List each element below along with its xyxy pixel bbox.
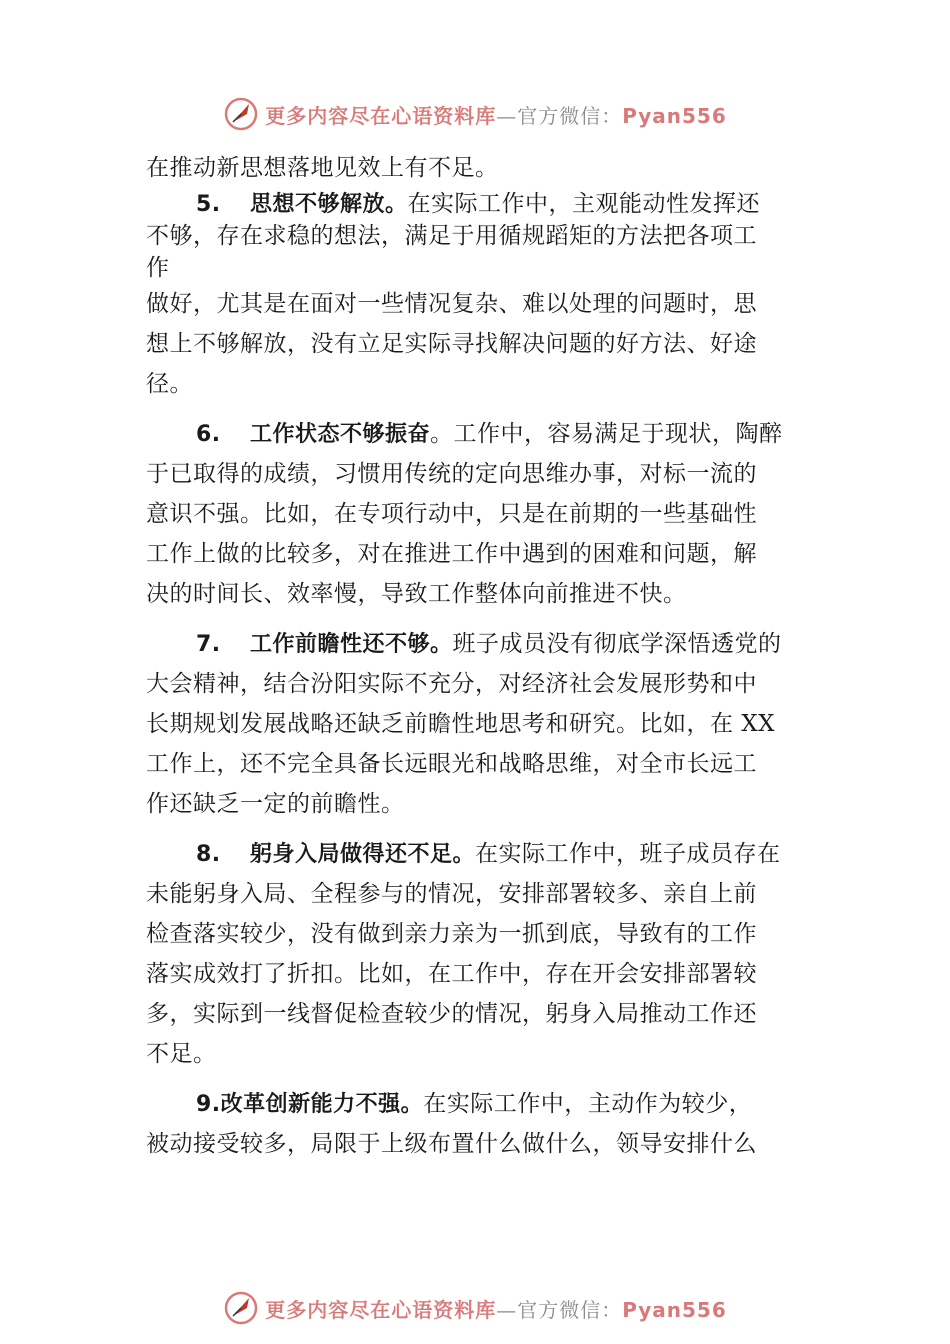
paragraph-5-heading-line	[146, 188, 846, 220]
watermark-header	[0, 92, 950, 136]
item-heading: 思想不够解放。	[250, 192, 408, 217]
watermark-wechat-id: Pyan556	[622, 103, 727, 128]
item-heading: 改革创新能力不强。	[220, 1092, 424, 1117]
paragraph-9-heading-line	[146, 1084, 846, 1124]
text-line: 工作上，还不完全具备长远眼光和战略思维，对全市长远工	[146, 751, 757, 777]
paragraph-6-heading-line	[146, 414, 846, 454]
text-line: 意识不强。比如，在专项行动中，只是在前期的一些基础性	[146, 501, 757, 527]
watermark-wechat-id: Pyan556	[622, 1297, 727, 1322]
paragraph-8-heading-line	[146, 834, 846, 874]
watermark-brand: 更多内容尽在心语资料库	[265, 1297, 497, 1322]
text-line: 于已取得的成绩，习惯用传统的定向思维办事，对标一流的	[146, 461, 757, 487]
text-line: 长期规划发展战略还缺乏前瞻性地思考和研究。比如，在 XX	[146, 711, 776, 737]
text-line: 未能躬身入局、全程参与的情况，安排部署较多、亲自上前	[146, 881, 757, 907]
watermark-text	[265, 100, 727, 129]
item-heading: 工作前瞻性还不够。	[250, 632, 453, 657]
quill-logo-icon	[223, 96, 259, 132]
document-body	[146, 148, 846, 1164]
item-number: 8.	[196, 842, 221, 867]
quill-logo-icon	[223, 1290, 259, 1326]
item-heading: 躬身入局做得还不足。	[250, 842, 476, 867]
text-line: 作还缺乏一定的前瞻性。	[146, 791, 405, 817]
text-run: 班子成员没有彻底学深悟透党的	[452, 631, 782, 657]
text-line: 决的时间长、效率慢，导致工作整体向前推进不快。	[146, 581, 687, 607]
text-line: 做好，尤其是在面对一些情况复杂、难以处理的问题时，思	[146, 291, 757, 317]
watermark-brand: 更多内容尽在心语资料库	[265, 103, 497, 128]
text-line: 径。	[146, 371, 193, 397]
text-run: 在实际工作中，班子成员存在	[475, 841, 781, 867]
item-heading: 工作状态不够振奋	[250, 422, 431, 447]
watermark-separator: —官方微信：	[496, 1297, 623, 1322]
text-line: 不足。	[146, 1041, 217, 1067]
text-line: 落实成效打了折扣。比如，在工作中，存在开会安排部署较	[146, 961, 757, 987]
text-line: 在推动新思想落地见效上有不足。	[146, 155, 499, 181]
text-run: 在实际工作中，主观能动性发挥还	[407, 191, 761, 217]
watermark-text	[265, 1294, 727, 1323]
paragraph-7-heading-line	[146, 624, 846, 664]
text-line: 作	[146, 255, 170, 281]
text-run: 在实际工作中，主动作为较少，	[423, 1091, 753, 1117]
item-number: 6.	[196, 422, 221, 447]
text-run: 。工作中，容易满足于现状，陶醉	[430, 421, 783, 447]
item-number: 9.	[196, 1092, 221, 1117]
text-line: 大会精神，结合汾阳实际不充分，对经济社会发展形势和中	[146, 671, 757, 697]
text-line: 被动接受较多，局限于上级布置什么做什么，领导安排什么	[146, 1131, 757, 1157]
text-line: 工作上做的比较多，对在推进工作中遇到的困难和问题，解	[146, 541, 757, 567]
text-line: 检查落实较少，没有做到亲力亲为一抓到底，导致有的工作	[146, 921, 757, 947]
item-number: 5.	[196, 192, 221, 217]
text-line: 想上不够解放，没有立足实际寻找解决问题的好方法、好途	[146, 331, 757, 357]
watermark-footer	[0, 1286, 950, 1330]
item-number: 7.	[196, 632, 221, 657]
text-line: 多，实际到一线督促检查较少的情况，躬身入局推动工作还	[146, 1001, 757, 1027]
text-line: 不够，存在求稳的想法，满足于用循规蹈矩的方法把各项工	[146, 223, 757, 249]
watermark-separator: —官方微信：	[496, 103, 623, 128]
